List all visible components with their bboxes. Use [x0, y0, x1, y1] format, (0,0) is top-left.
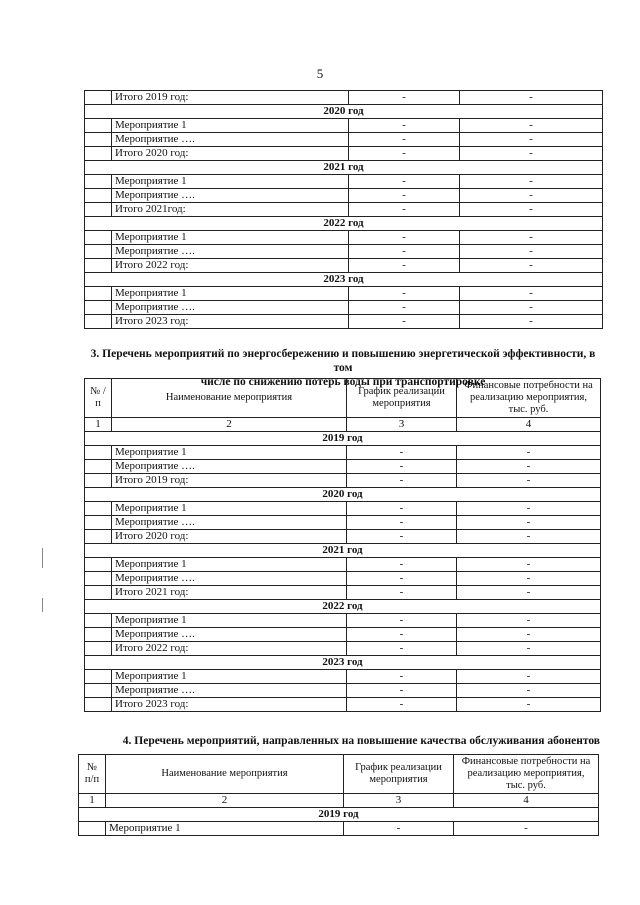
schedule-cell: -: [347, 460, 457, 474]
table-row: [85, 91, 603, 105]
total-label: Итого 2023 год:: [112, 315, 349, 329]
finance-cell: -: [457, 516, 601, 530]
schedule-cell: -: [349, 259, 460, 273]
schedule-cell: -: [347, 628, 457, 642]
section-3-title-line1: 3. Перечень мероприятий по энергосбережению и повышению энергетической эффективности, в том: [90, 348, 596, 374]
schedule-cell: -: [347, 502, 457, 516]
column-number: 1: [79, 794, 106, 808]
year-label: 2023 год: [85, 656, 601, 670]
finance-cell: -: [460, 133, 603, 147]
table-row: [85, 147, 603, 161]
total-label: Итого 2019 год:: [112, 91, 349, 105]
section-4-title: 4. Перечень мероприятий, направленных на повышение качества обслуживания абонентов: [122, 735, 600, 747]
column-number: 3: [347, 418, 457, 432]
year-row: [85, 432, 601, 446]
page-number: 5: [316, 66, 324, 81]
header-finance: Финансовые потребности на реализацию мероприятия, тыс. руб.: [454, 755, 599, 794]
item-label: Мероприятие 1: [112, 614, 347, 628]
item-label: Мероприятие 1: [106, 822, 344, 836]
finance-cell: -: [457, 502, 601, 516]
schedule-cell: -: [349, 91, 460, 105]
year-label: 2021 год: [85, 161, 603, 175]
table-row: [85, 259, 603, 273]
year-row: [85, 161, 603, 175]
schedule-cell: -: [349, 203, 460, 217]
schedule-cell: -: [347, 530, 457, 544]
table-row: [85, 586, 601, 600]
header-schedule: График реализации мероприятия: [347, 379, 457, 418]
finance-cell: -: [457, 670, 601, 684]
header-row: [85, 379, 601, 418]
column-number: 2: [112, 418, 347, 432]
total-label: Итого 2022 год:: [112, 642, 347, 656]
section-3-table: [84, 378, 601, 712]
item-label: Мероприятие 1: [112, 231, 349, 245]
schedule-cell: -: [344, 822, 454, 836]
table-row: [85, 446, 601, 460]
item-label: Мероприятие ….: [112, 189, 349, 203]
item-label: Мероприятие ….: [112, 516, 347, 530]
header-name: Наименование мероприятия: [106, 755, 344, 794]
item-label: Мероприятие 1: [112, 175, 349, 189]
table-row: [85, 628, 601, 642]
item-label: Мероприятие ….: [112, 684, 347, 698]
item-label: Мероприятие 1: [112, 287, 349, 301]
year-label: 2020 год: [85, 488, 601, 502]
column-number: 4: [454, 794, 599, 808]
total-label: Итого 2023 год:: [112, 698, 347, 712]
finance-cell: -: [460, 231, 603, 245]
table-row: [85, 203, 603, 217]
total-label: Итого 2019 год:: [112, 474, 347, 488]
table-row: [85, 175, 603, 189]
header-name: Наименование мероприятия: [112, 379, 347, 418]
year-row: [85, 273, 603, 287]
finance-cell: -: [460, 91, 603, 105]
column-number: 4: [457, 418, 601, 432]
total-label: Итого 2020 год:: [112, 530, 347, 544]
finance-cell: -: [457, 586, 601, 600]
table-row: [85, 502, 601, 516]
year-row: [85, 600, 601, 614]
item-label: Мероприятие ….: [112, 301, 349, 315]
finance-cell: -: [460, 315, 603, 329]
item-label: Мероприятие 1: [112, 502, 347, 516]
table-row: [85, 698, 601, 712]
finance-cell: -: [460, 259, 603, 273]
finance-cell: -: [460, 301, 603, 315]
header-schedule: График реализации мероприятия: [344, 755, 454, 794]
column-number: 3: [344, 794, 454, 808]
year-row: [85, 656, 601, 670]
table-row: [85, 119, 603, 133]
year-row: [85, 488, 601, 502]
finance-cell: -: [457, 572, 601, 586]
table-row: [85, 558, 601, 572]
finance-cell: -: [457, 628, 601, 642]
finance-cell: -: [457, 642, 601, 656]
year-label: 2020 год: [85, 105, 603, 119]
item-label: Мероприятие 1: [112, 446, 347, 460]
column-number: 2: [106, 794, 344, 808]
table-row: [85, 530, 601, 544]
schedule-cell: -: [347, 516, 457, 530]
year-row: [85, 544, 601, 558]
schedule-cell: -: [349, 119, 460, 133]
schedule-cell: -: [349, 133, 460, 147]
column-number: 1: [85, 418, 112, 432]
continued-table: [84, 90, 603, 329]
total-label: Итого 2020 год:: [112, 147, 349, 161]
scan-artifact: [42, 548, 43, 568]
schedule-cell: -: [347, 614, 457, 628]
table-row: [85, 287, 603, 301]
header-row: [79, 755, 599, 794]
schedule-cell: -: [349, 231, 460, 245]
year-label: 2019 год: [85, 432, 601, 446]
item-label: Мероприятие 1: [112, 119, 349, 133]
finance-cell: -: [460, 203, 603, 217]
section-4-table: [78, 754, 599, 836]
schedule-cell: -: [347, 684, 457, 698]
finance-cell: -: [460, 189, 603, 203]
item-label: Мероприятие ….: [112, 245, 349, 259]
total-label: Итого 2021 год:: [112, 586, 347, 600]
year-label: 2019 год: [79, 808, 599, 822]
year-label: 2021 год: [85, 544, 601, 558]
year-row: [85, 105, 603, 119]
table-row: [85, 670, 601, 684]
header-num: № /п: [85, 379, 112, 418]
schedule-cell: -: [349, 315, 460, 329]
table-row: [79, 822, 599, 836]
table-row: [85, 572, 601, 586]
schedule-cell: -: [347, 670, 457, 684]
year-row: [85, 217, 603, 231]
table-row: [85, 231, 603, 245]
year-label: 2022 год: [85, 217, 603, 231]
schedule-cell: -: [347, 698, 457, 712]
finance-cell: -: [457, 614, 601, 628]
finance-cell: -: [457, 684, 601, 698]
schedule-cell: -: [349, 175, 460, 189]
schedule-cell: -: [349, 301, 460, 315]
table-row: [85, 460, 601, 474]
table-row: [85, 189, 603, 203]
schedule-cell: -: [349, 287, 460, 301]
finance-cell: -: [457, 530, 601, 544]
table-row: [85, 516, 601, 530]
table-row: [85, 133, 603, 147]
schedule-cell: -: [347, 474, 457, 488]
year-row: [79, 808, 599, 822]
item-label: Мероприятие ….: [112, 572, 347, 586]
finance-cell: -: [457, 474, 601, 488]
schedule-cell: -: [349, 189, 460, 203]
finance-cell: -: [460, 175, 603, 189]
schedule-cell: -: [349, 245, 460, 259]
table-row: [85, 684, 601, 698]
item-label: Мероприятие ….: [112, 133, 349, 147]
finance-cell: -: [457, 698, 601, 712]
item-label: Мероприятие ….: [112, 460, 347, 474]
schedule-cell: -: [347, 572, 457, 586]
header-num: № п/п: [79, 755, 106, 794]
year-label: 2023 год: [85, 273, 603, 287]
item-label: Мероприятие ….: [112, 628, 347, 642]
year-label: 2022 год: [85, 600, 601, 614]
table-row: [85, 315, 603, 329]
column-number-row: [79, 794, 599, 808]
table-row: [85, 245, 603, 259]
finance-cell: -: [460, 147, 603, 161]
schedule-cell: -: [347, 446, 457, 460]
table-row: [85, 474, 601, 488]
table-row: [85, 642, 601, 656]
total-label: Итого 2021год:: [112, 203, 349, 217]
column-number-row: [85, 418, 601, 432]
table-row: [85, 301, 603, 315]
table-row: [85, 614, 601, 628]
finance-cell: -: [457, 558, 601, 572]
finance-cell: -: [460, 245, 603, 259]
scan-artifact: [42, 598, 43, 612]
finance-cell: -: [460, 287, 603, 301]
schedule-cell: -: [347, 642, 457, 656]
schedule-cell: -: [347, 586, 457, 600]
section-3-title-line2: числе по снижению потерь воды при транспортировке: [200, 376, 486, 388]
finance-cell: -: [454, 822, 599, 836]
item-label: Мероприятие 1: [112, 670, 347, 684]
finance-cell: -: [457, 446, 601, 460]
schedule-cell: -: [347, 558, 457, 572]
finance-cell: -: [460, 119, 603, 133]
header-finance: Финансовые потребности на реализацию мероприятия, тыс. руб.: [457, 379, 601, 418]
total-label: Итого 2022 год:: [112, 259, 349, 273]
finance-cell: -: [457, 460, 601, 474]
item-label: Мероприятие 1: [112, 558, 347, 572]
schedule-cell: -: [349, 147, 460, 161]
